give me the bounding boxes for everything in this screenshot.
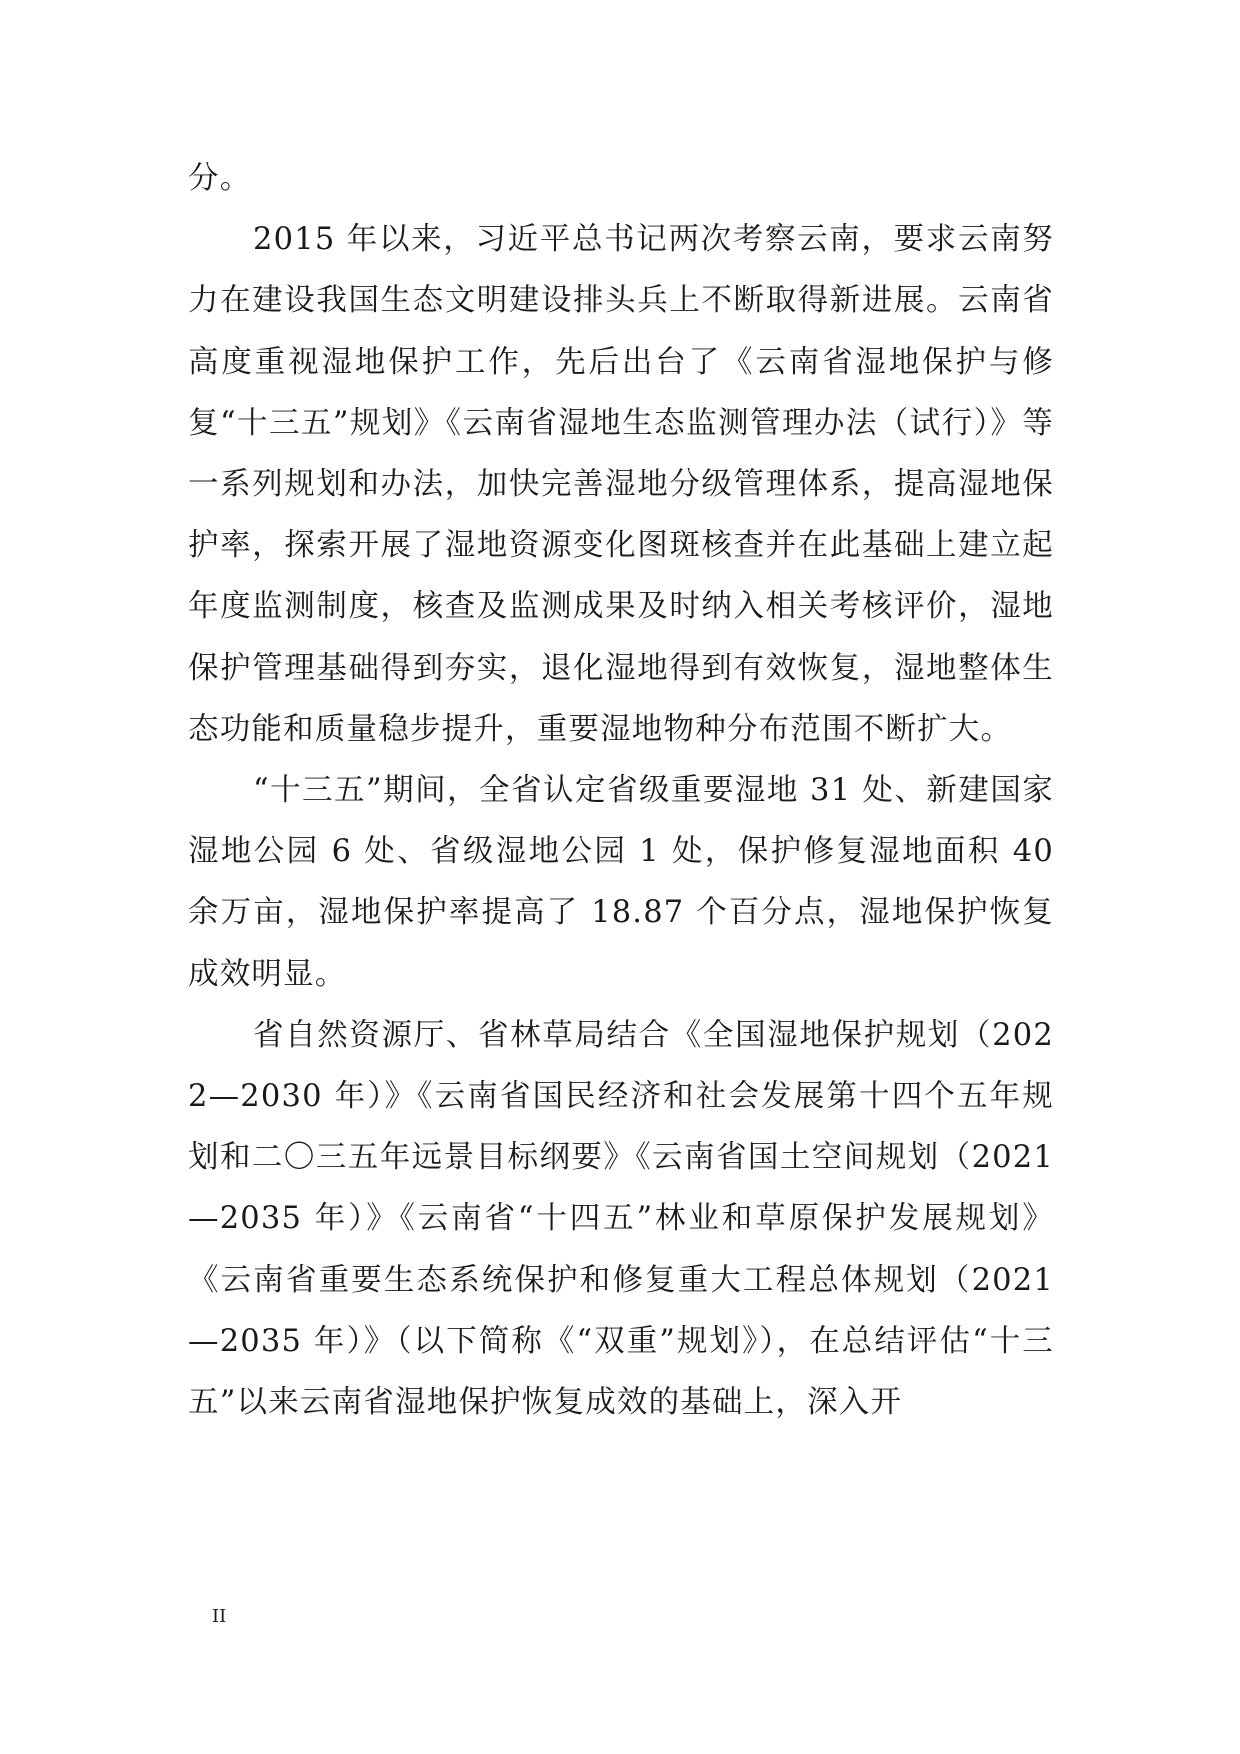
page-number: II [212, 1606, 227, 1627]
paragraph-13th-five-year-results: “十三五”期间，全省认定省级重要湿地 31 处、新建国家湿地公园 6 处、省级湿地公园 1 处，保护修复湿地面积 40 余万亩，湿地保护率提高了 18.87 个百分点，湿地保护恢复成效明显。 [188, 773, 1054, 992]
paragraph-xi-inspection: 2015 年以来，习近平总书记两次考察云南，要求云南努力在建设我国生态文明建设排头兵上不断取得新进展。云南省高度重视湿地保护工作，先后出台了《云南省湿地保护与修复“十三五”规划》《云南省湿地生态监测管理办法（试行）》等一系列规划和办法，加快完善湿地分级管理体系，提高湿地保护率，探索开展了湿地资源变化图斑核查并在此基础上建立起年度监测制度，核查及监测成果及时纳入相关考核评价，湿地保护管理基础得到夯实，退化湿地得到有效恢复，湿地整体生态功能和质量稳步提升，重要湿地物种分布范围不断扩大。 [188, 222, 1054, 747]
body-text [188, 148, 1054, 1433]
paragraph-planning-basis: 省自然资源厅、省林草局结合《全国湿地保护规划（2022—2030 年）》《云南省国民经济和社会发展第十四个五年规划和二〇三五年远景目标纲要》《云南省国土空间规划（2021—2035 年）》《云南省“十四五”林业和草原保护发展规划》《云南省重要生态系统保护和修复重大工程总体规划（2021—2035 年）》（以下简称《“双重”规划》），在总结评估“十三五”以来云南省湿地保护恢复成效的基础上，深入开 [188, 1017, 1054, 1421]
paragraph-continuation: 分。 [188, 161, 252, 196]
